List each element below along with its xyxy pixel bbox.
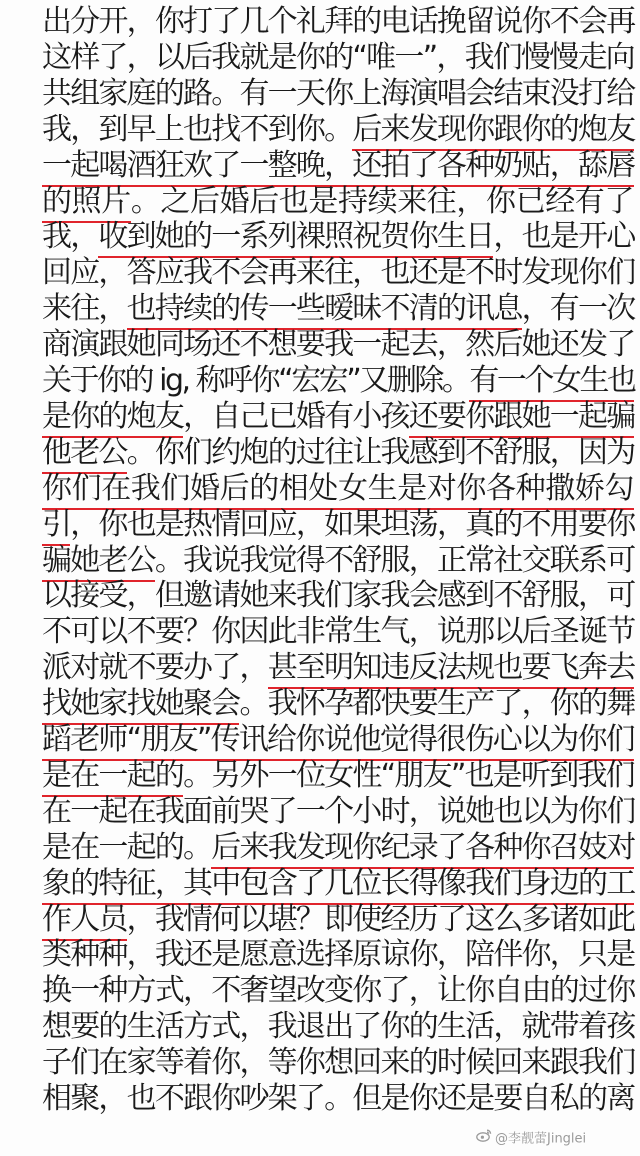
text-line bbox=[42, 650, 634, 686]
underlined-text: 收到她的一系列裸照祝贺你生日 bbox=[98, 219, 493, 258]
text-line bbox=[42, 471, 634, 507]
text-line bbox=[42, 758, 634, 794]
text-segment: 换一种方式，不奢望改变你了，让你自由的过你 bbox=[42, 973, 635, 1009]
text-line bbox=[42, 507, 634, 543]
text-line bbox=[42, 866, 634, 902]
underlined-text: 甚至明知违反法规也要飞奔去 bbox=[268, 650, 635, 689]
text-segment: 。你们约炮的过往让我感到不舒服，因为 bbox=[126, 434, 635, 470]
text-line bbox=[42, 1009, 634, 1045]
text-segment: 回应，答应我不会再来往，也还是不时发现你们 bbox=[42, 255, 635, 291]
text-line bbox=[42, 578, 634, 614]
underlined-text: 后来发现你跟你的炮友 bbox=[352, 112, 634, 151]
underlined-text: 也持续的传一些暧昧不清的讯息 bbox=[127, 291, 522, 330]
text-line bbox=[42, 902, 634, 938]
underlined-text: 骗她老公 bbox=[42, 543, 155, 582]
text-segment: ，我情何以堪？即使经历了这么多诸如此 bbox=[126, 901, 635, 937]
text-segment: 我， bbox=[42, 219, 99, 255]
text-segment: 派对就不要办了， bbox=[42, 650, 268, 686]
text-line bbox=[42, 291, 634, 327]
text-line bbox=[42, 184, 634, 220]
underlined-text: 引 bbox=[42, 507, 70, 546]
text-line bbox=[42, 973, 634, 1009]
underlined-text: 有一个女生也 bbox=[469, 363, 634, 402]
underlined-text: 作人员 bbox=[42, 902, 127, 941]
text-segment: 以接受，但邀请她来我们家我会感到不舒服，可 bbox=[42, 578, 635, 614]
text-line bbox=[42, 327, 634, 363]
text-segment: 在一起在我面前哭了一个小时，说她也以为你们 bbox=[42, 793, 635, 829]
underlined-text: 你们在我们婚后的相处女生是对你各种撒娇勾 bbox=[42, 471, 634, 510]
underlined-text: 蹈老师“朋友”传讯给你说他觉得很伤心以为你们 bbox=[42, 722, 634, 761]
text-segment: ，自己已婚有小孩 bbox=[183, 398, 409, 434]
text-segment: 。另外一位女性“朋友”也是听到我们 bbox=[183, 757, 634, 793]
underlined-text: 一起喝酒狂欢了一整晚，还拍了各种奶贴，舔唇 bbox=[42, 148, 634, 187]
text-line bbox=[42, 76, 634, 112]
text-line bbox=[42, 4, 634, 40]
text-line bbox=[42, 722, 634, 758]
text-segment: ，也是开心 bbox=[493, 219, 635, 255]
text-line bbox=[42, 112, 634, 148]
text-segment: ，有一次 bbox=[521, 291, 635, 327]
text-segment: 子们在家等着你，等你想回来的时候回来跟我们 bbox=[42, 1045, 635, 1081]
text-line bbox=[42, 830, 634, 866]
weibo-icon bbox=[476, 1128, 492, 1150]
underlined-text: 他老公 bbox=[42, 435, 127, 474]
text-segment: 出分开，你打了几个礼拜的电话挽留说你不会再 bbox=[42, 4, 635, 39]
text-segment: 是在一起的。 bbox=[42, 829, 212, 865]
text-line bbox=[42, 219, 634, 255]
text-line bbox=[42, 148, 634, 184]
underlined-text: 象的特征，其中包含了几位长得像我们身边的工 bbox=[42, 866, 634, 905]
underlined-text: 是你的炮友 bbox=[42, 399, 183, 438]
underlined-text: 的照片 bbox=[42, 184, 131, 223]
text-segment: 类种种，我还是愿意选择原谅你，陪伴你，只是 bbox=[42, 937, 635, 973]
text-line bbox=[42, 1045, 634, 1081]
underlined-text: 是在一起的 bbox=[42, 758, 183, 797]
text-segment: 商演跟她同场还不想要我一起去，然后她还发了 bbox=[42, 327, 635, 363]
text-line bbox=[42, 543, 634, 579]
weibo-watermark bbox=[476, 1128, 586, 1150]
watermark-text: @李靓蕾Jinglei bbox=[495, 1131, 587, 1147]
text-line bbox=[42, 937, 634, 973]
text-segment: 共组家庭的路。有一天你上海演唱会结束没打给 bbox=[42, 75, 635, 111]
text-line bbox=[42, 1081, 634, 1117]
text-segment: 。我说我觉得不舒服，正常社交联系可 bbox=[154, 542, 635, 578]
text-line bbox=[42, 435, 634, 471]
text-line bbox=[42, 363, 634, 399]
underlined-text: 后来我发现你纪录了各种你召妓对 bbox=[211, 830, 634, 869]
text-segment: 关于你的 ig, 称呼你“宏宏”又删除。 bbox=[42, 363, 470, 398]
text-segment: 。我怀孕都快要生产了，你的舞 bbox=[239, 686, 635, 722]
text-line bbox=[42, 40, 634, 76]
text-segment: 我，到早上也找不到你。 bbox=[42, 111, 353, 147]
text-segment: 。之后婚后也是持续来往，你已经有了 bbox=[130, 183, 635, 219]
text-segment: 想要的生活方式，我退出了你的生活，就带着孩 bbox=[42, 1009, 635, 1045]
text-line bbox=[42, 794, 634, 830]
text-line bbox=[42, 255, 634, 291]
text-segment: 来往， bbox=[42, 291, 127, 327]
text-segment: 这样了，以后我就是你的“唯一”，我们慢慢走向 bbox=[42, 39, 634, 75]
underlined-text: 找她家找她聚会 bbox=[42, 686, 239, 725]
underlined-text: 还要你跟她一起骗 bbox=[409, 399, 635, 438]
text-segment: 不可以不要？你因此非常生气，说那以后圣诞节 bbox=[42, 614, 635, 650]
text-segment: 相聚，也不跟你吵架了。但是你还是要自私的离 bbox=[42, 1081, 635, 1116]
text-segment: ，你也是热情回应，如果坦荡，真的不用要你 bbox=[70, 506, 635, 542]
text-line bbox=[42, 686, 634, 722]
text-line bbox=[42, 399, 634, 435]
text-line bbox=[42, 614, 634, 650]
